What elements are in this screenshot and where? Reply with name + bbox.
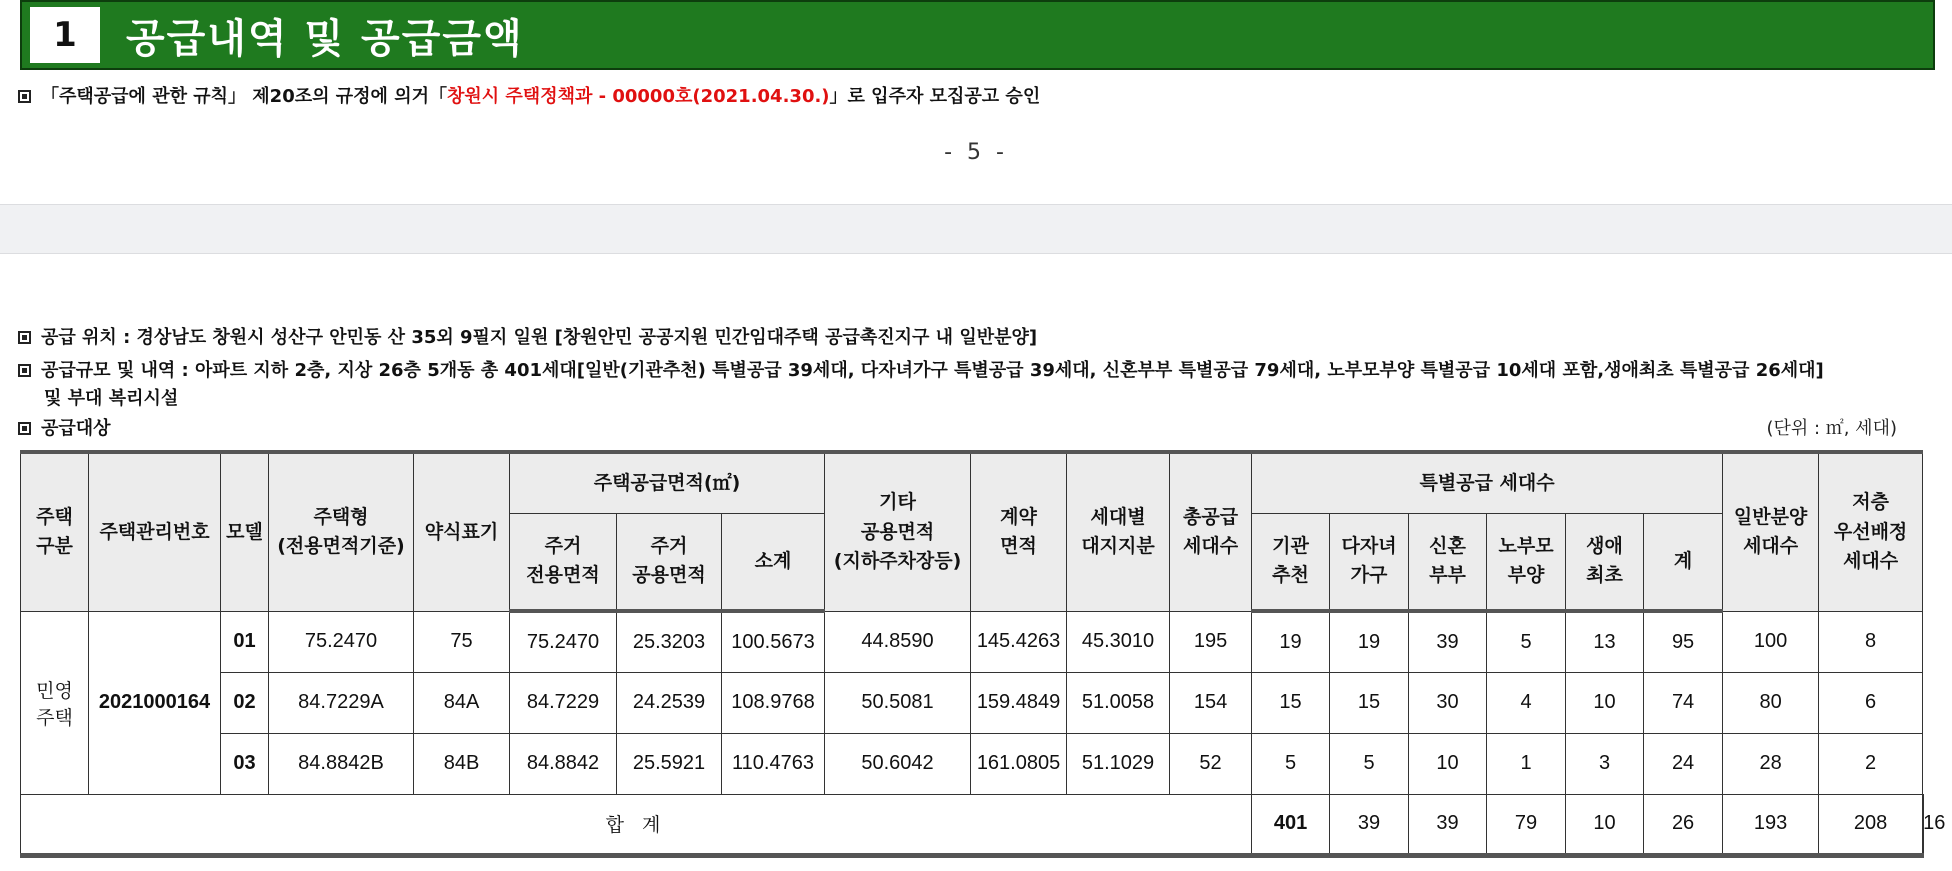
approval-line xyxy=(18,82,1040,108)
header-type: 주택 구분 xyxy=(21,452,89,611)
common-area-cell: 25.3203 xyxy=(617,611,722,672)
first-cell: 3 xyxy=(1566,733,1644,794)
general-cell: 100 xyxy=(1723,611,1819,672)
other-area-cell: 44.8590 xyxy=(825,611,971,672)
header-other-area: 기타 공용면적 (지하주차장등) xyxy=(825,452,971,611)
contract-area-cell: 161.0805 xyxy=(971,733,1067,794)
common-area-cell: 25.5921 xyxy=(617,733,722,794)
table-row xyxy=(21,672,1924,733)
header-sum: 계 xyxy=(1644,513,1723,611)
scale-text: 공급규모 및 내역 : 아파트 지하 2층, 지상 26층 5개동 총 401세대[일반(기관추천) 특별공급 39세대, 다자녀가구 특별공급 39세대, 신혼부부 특별공급 79세대, 노부모부양 특별공급 10세대 포함,생애최초 특별공급 26세대] xyxy=(41,360,1824,381)
totals-elderly: 10 xyxy=(1566,794,1644,855)
subtotal-cell: 100.5673 xyxy=(722,611,825,672)
house-type-cell: 75.2470 xyxy=(269,611,414,672)
header-first: 생애 최초 xyxy=(1566,513,1644,611)
excl-area-cell: 84.8842 xyxy=(510,733,617,794)
total-units-cell: 52 xyxy=(1170,733,1252,794)
approval-prefix: 「주택공급에 관한 규칙」 제20조의 규정에 의거「 xyxy=(41,86,447,107)
location-line xyxy=(18,323,1037,349)
location-text: 공급 위치 : 경상남도 창원시 성산구 안민동 산 35외 9필지 일원 [창원안민 공공지원 민간임대주택 공급촉진지구 내 일반분양] xyxy=(41,327,1038,348)
low-floor-cell: 2 xyxy=(1819,733,1923,794)
general-cell: 28 xyxy=(1723,733,1819,794)
page-gap xyxy=(0,204,1952,254)
header-multi: 다자녀 가구 xyxy=(1330,513,1409,611)
square-bullet-icon xyxy=(18,90,31,103)
section-banner xyxy=(20,0,1935,70)
section-number: 1 xyxy=(30,7,100,63)
unit-note: (단위 : ㎡, 세대) xyxy=(1766,418,1897,439)
header-total-units: 총공급 세대수 xyxy=(1170,452,1252,611)
model-cell: 03 xyxy=(221,733,269,794)
header-common-area: 주거 공용면적 xyxy=(617,513,722,611)
header-general: 일반분양 세대수 xyxy=(1723,452,1819,611)
totals-multi: 39 xyxy=(1409,794,1487,855)
total-units-cell: 154 xyxy=(1170,672,1252,733)
first-cell: 10 xyxy=(1566,672,1644,733)
low-floor-cell: 6 xyxy=(1819,672,1923,733)
excl-area-cell: 84.7229 xyxy=(510,672,617,733)
header-house-type: 주택형 (전용면적기준) xyxy=(269,452,414,611)
abbr-cell: 84B xyxy=(414,733,510,794)
header-low-floor: 저층 우선배정 세대수 xyxy=(1819,452,1923,611)
house-type-cell: 84.8842B xyxy=(269,733,414,794)
header-excl-area: 주거 전용면적 xyxy=(510,513,617,611)
excl-area-cell: 75.2470 xyxy=(510,611,617,672)
target-line xyxy=(18,414,111,440)
totals-sum: 193 xyxy=(1723,794,1819,855)
model-cell: 01 xyxy=(221,611,269,672)
table-row xyxy=(21,733,1924,794)
sum-cell: 74 xyxy=(1644,672,1723,733)
subtotal-cell: 110.4763 xyxy=(722,733,825,794)
multi-cell: 15 xyxy=(1330,672,1409,733)
table-row xyxy=(21,611,1924,672)
low-floor-cell: 8 xyxy=(1819,611,1923,672)
house-type-cell: 84.7229A xyxy=(269,672,414,733)
first-cell: 13 xyxy=(1566,611,1644,672)
inst-cell: 19 xyxy=(1252,611,1330,672)
model-cell: 02 xyxy=(221,672,269,733)
header-contract-area: 계약 면적 xyxy=(971,452,1067,611)
page-number: - 5 - xyxy=(944,140,1008,165)
abbr-cell: 75 xyxy=(414,611,510,672)
mgmt-no-cell: 2021000164 xyxy=(89,611,221,794)
section-title: 공급내역 및 공급금액 xyxy=(126,15,524,62)
category-cell: 민영 주택 xyxy=(21,611,89,794)
land-share-cell: 51.1029 xyxy=(1067,733,1170,794)
land-share-cell: 51.0058 xyxy=(1067,672,1170,733)
header-special: 특별공급 세대수 xyxy=(1252,452,1723,513)
approval-suffix: 」로 입주자 모집공고 승인 xyxy=(829,86,1041,107)
subtotal-cell: 108.9768 xyxy=(722,672,825,733)
other-area-cell: 50.6042 xyxy=(825,733,971,794)
square-bullet-icon xyxy=(18,364,31,377)
common-area-cell: 24.2539 xyxy=(617,672,722,733)
other-area-cell: 50.5081 xyxy=(825,672,971,733)
square-bullet-icon xyxy=(18,331,31,344)
multi-cell: 5 xyxy=(1330,733,1409,794)
header-abbr: 약식표기 xyxy=(414,452,510,611)
target-text: 공급대상 xyxy=(41,418,111,439)
header-supply-area: 주택공급면적(㎡) xyxy=(510,452,825,513)
newly-cell: 39 xyxy=(1409,611,1487,672)
contract-area-cell: 159.4849 xyxy=(971,672,1067,733)
totals-total-units: 401 xyxy=(1252,794,1330,855)
newly-cell: 30 xyxy=(1409,672,1487,733)
header-land-share: 세대별 대지지분 xyxy=(1067,452,1170,611)
scale-line xyxy=(18,356,1824,382)
header-inst: 기관 추천 xyxy=(1252,513,1330,611)
land-share-cell: 45.3010 xyxy=(1067,611,1170,672)
totals-first: 26 xyxy=(1644,794,1723,855)
totals-row xyxy=(21,794,1924,855)
totals-general: 208 xyxy=(1819,794,1923,855)
abbr-cell: 84A xyxy=(414,672,510,733)
sum-cell: 95 xyxy=(1644,611,1723,672)
approval-reference: 창원시 주택정책과 - 00000호(2021.04.30.) xyxy=(446,86,830,107)
totals-low-floor: 16 xyxy=(1923,812,1946,834)
contract-area-cell: 145.4263 xyxy=(971,611,1067,672)
total-units-cell: 195 xyxy=(1170,611,1252,672)
totals-inst: 39 xyxy=(1330,794,1409,855)
totals-label: 합 계 xyxy=(21,794,1252,855)
general-cell: 80 xyxy=(1723,672,1819,733)
inst-cell: 5 xyxy=(1252,733,1330,794)
scale-line-continued: 및 부대 복리시설 xyxy=(44,388,179,409)
totals-newly: 79 xyxy=(1487,794,1566,855)
header-model: 모델 xyxy=(221,452,269,611)
supply-table xyxy=(20,450,1946,858)
header-newly: 신혼 부부 xyxy=(1409,513,1487,611)
header-subtotal: 소계 xyxy=(722,513,825,611)
elderly-cell: 5 xyxy=(1487,611,1566,672)
header-elderly: 노부모 부양 xyxy=(1487,513,1566,611)
elderly-cell: 1 xyxy=(1487,733,1566,794)
square-bullet-icon xyxy=(18,422,31,435)
sum-cell: 24 xyxy=(1644,733,1723,794)
newly-cell: 10 xyxy=(1409,733,1487,794)
header-mgmt-no: 주택관리번호 xyxy=(89,452,221,611)
inst-cell: 15 xyxy=(1252,672,1330,733)
elderly-cell: 4 xyxy=(1487,672,1566,733)
multi-cell: 19 xyxy=(1330,611,1409,672)
